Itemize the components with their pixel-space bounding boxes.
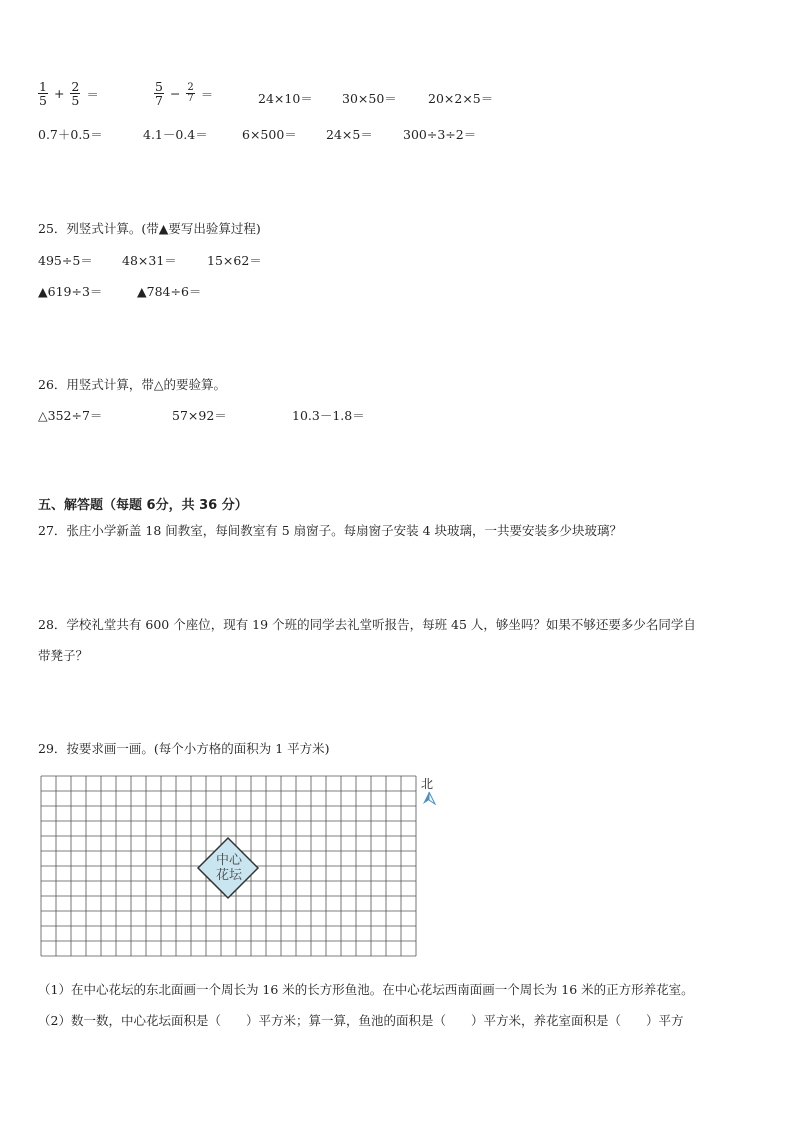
row1-expr-5: 20×2×5＝ [428, 91, 494, 106]
garden-label-top: 中心 [215, 853, 243, 868]
q25-expr-check: ▲784÷6＝ [137, 284, 202, 299]
q28-text-line1: 28．学校礼堂共有 600 个座位，现有 19 个班的同学去礼堂听报告，每班 45 人，够坐吗？如果不够还要多少名同学自 [38, 617, 696, 632]
north-label: 北 [421, 777, 434, 791]
q29-sub1: （1）在中心花坛的东北面画一个周长为 16 米的长方形鱼池。在中心花坛西南面画一个周长为 16 米的正方形养花室。 [38, 982, 694, 997]
q25-expr-check: ▲619÷3＝ [38, 284, 103, 299]
q29-title: 29．按要求画一画。(每个小方格的面积为 1 平方米) [38, 741, 330, 756]
q28-text-line2: 带凳子？ [38, 648, 89, 663]
row2-expr-3: 6×500＝ [242, 127, 297, 142]
north-arrow-icon [422, 791, 436, 805]
fraction: $\frac{2}{5}$ [71, 79, 80, 109]
fraction-small: $\frac{2}{7}$ [187, 81, 194, 105]
row2-expr-5: 300÷3÷2＝ [403, 127, 477, 142]
q26-expr: 57×92＝ [172, 408, 227, 423]
q27-text: 27．张庄小学新盖 18 间教室，每间教室有 5 扇窗子。每扇窗子安装 4 块玻璃，一共要安装多少块玻璃？ [38, 523, 623, 538]
q26-title: 26．用竖式计算，带△的要验算。 [38, 377, 227, 392]
q29-sub2: （2）数一数，中心花坛面积是（ ）平方米；算一算，鱼池的面积是（ ）平方米，养花室面积是（ ）平方 [38, 1013, 684, 1028]
square-grid[interactable] [40, 775, 420, 961]
row1-expr-3: 24×10＝ [258, 91, 313, 106]
center-garden [198, 838, 258, 898]
q26-expr: △352÷7＝ [38, 408, 103, 423]
row2-expr-1: 0.7＋0.5＝ [38, 127, 103, 142]
section-heading: 五、解答题（每题 6分，共 36 分） [38, 498, 248, 513]
garden-label-bottom: 花坛 [215, 868, 243, 883]
q25-title: 25．列竖式计算。(带▲要写出验算过程) [38, 221, 261, 236]
q25-expr: 495÷5＝ [38, 253, 93, 268]
row1-expr-2: $\frac{5}{7}$ − $\frac{2}{7}$ ＝ [155, 79, 214, 109]
row1-expr-1: $\frac{1}{5}$ + $\frac{2}{5}$ ＝ [39, 79, 99, 109]
q26-expr: 10.3－1.8＝ [292, 408, 365, 423]
fraction: $\frac{1}{5}$ [39, 79, 47, 109]
row2-expr-2: 4.1－0.4＝ [143, 127, 208, 142]
q25-expr: 48×31＝ [122, 253, 177, 268]
q25-expr: 15×62＝ [207, 253, 262, 268]
fraction: $\frac{5}{7}$ [155, 79, 163, 109]
row1-expr-4: 30×50＝ [342, 91, 397, 106]
row2-expr-4: 24×5＝ [326, 127, 373, 142]
